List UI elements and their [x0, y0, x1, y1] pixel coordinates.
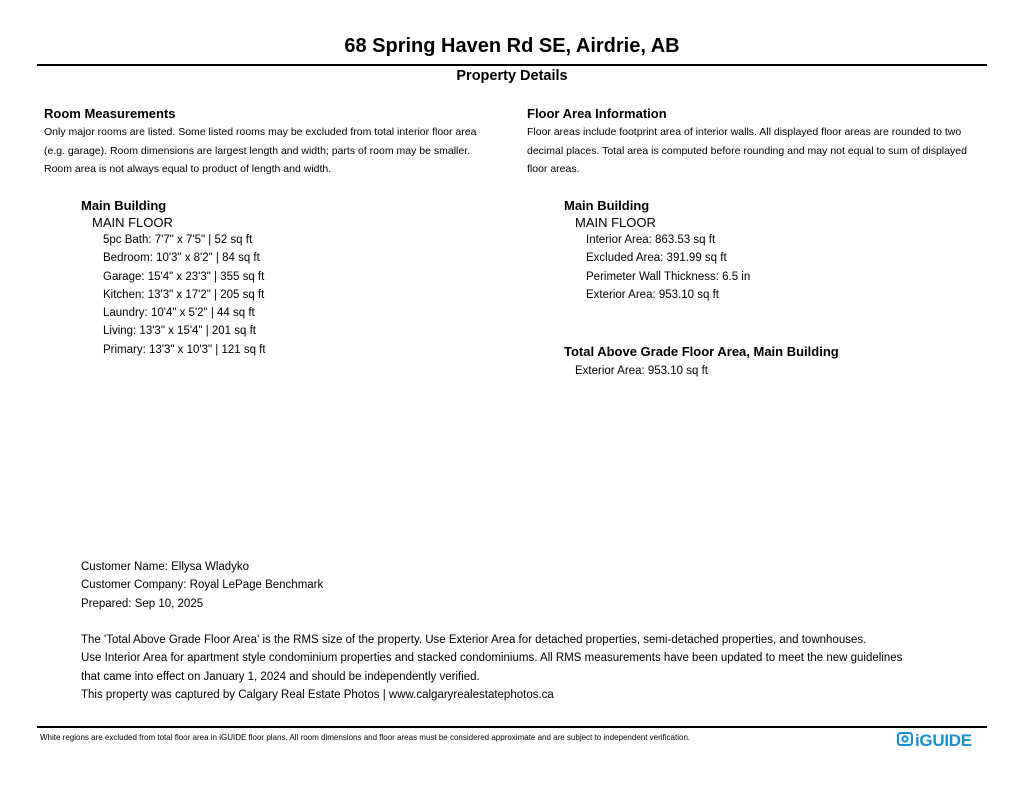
- room-measurements-description-line-2: (e.g. garage). Room dimensions are largest length and width; parts of room may be smaller.: [44, 144, 471, 157]
- floor-area-item: Exterior Area: 953.10 sq ft: [586, 288, 719, 301]
- room-floor-name: MAIN FLOOR: [92, 215, 173, 230]
- prepared-date: Prepared: Sep 10, 2025: [81, 597, 204, 610]
- floor-area-description-line-2: decimal places. Total area is computed before rounding and may not equal to sum of displayed: [527, 144, 967, 157]
- room-item: 5pc Bath: 7'7" x 7'5" | 52 sq ft: [103, 234, 253, 246]
- customer-company: Customer Company: Royal LePage Benchmark: [81, 579, 324, 592]
- rms-note-line-3: that came into effect on January 1, 2024 and should be independently verified.: [81, 670, 480, 683]
- rms-note-line-1: The 'Total Above Grade Floor Area' is the RMS size of the property. Use Exterior Area for detached properties, semi-detached properties, and townhouses.: [81, 634, 867, 646]
- floor-area-item: Perimeter Wall Thickness: 6.5 in: [586, 270, 751, 283]
- rms-notes: [81, 631, 981, 704]
- floor-area-description-line-3: floor areas.: [527, 163, 580, 175]
- room-item: Laundry: 10'4" x 5'2" | 44 sq ft: [103, 307, 255, 320]
- total-area-value: Exterior Area: 953.10 sq ft: [575, 365, 708, 377]
- customer-name: Customer Name: Ellysa Wladyko: [81, 561, 250, 573]
- room-building-name: Main Building: [81, 198, 167, 213]
- header-divider: [37, 64, 987, 66]
- floor-area-items: [586, 231, 984, 304]
- iguide-camera-icon: [897, 732, 913, 751]
- footer-divider: [37, 726, 987, 728]
- rms-note-line-2: Use Interior Area for apartment style condominium properties and stacked condominiums. All RMS measurements have been updated to meet the new guidelines: [81, 652, 903, 665]
- room-measurements-description-line-3: Room area is not always equal to product of length and width.: [44, 163, 332, 175]
- page-subtitle: Property Details: [456, 68, 568, 84]
- room-measurements-description-line-1: Only major rooms are listed. Some listed rooms may be excluded from total interior floor area: [44, 126, 477, 138]
- customer-info: [81, 558, 581, 613]
- room-measurements-section: [44, 106, 514, 179]
- room-list: [81, 198, 501, 359]
- floor-area-floor-name: MAIN FLOOR: [575, 215, 656, 230]
- floor-area-item: Excluded Area: 391.99 sq ft: [586, 252, 727, 265]
- iguide-logo: [897, 731, 972, 751]
- total-area-block: [564, 344, 984, 380]
- page-title: 68 Spring Haven Rd SE, Airdrie, AB: [344, 35, 680, 57]
- floor-area-description-line-1: Floor areas include footprint area of interior walls. All displayed floor areas are rounded to two: [527, 126, 962, 138]
- room-item: Garage: 15'4" x 23'3" | 355 sq ft: [103, 270, 265, 283]
- room-item: Bedroom: 10'3" x 8'2" | 84 sq ft: [103, 252, 260, 265]
- floor-area-list: [564, 198, 984, 304]
- capture-credit: This property was captured by Calgary Real Estate Photos | www.calgaryrealestatephotos.ca: [81, 688, 554, 701]
- floor-area-item: Interior Area: 863.53 sq ft: [586, 234, 716, 246]
- room-item: Living: 13'3" x 15'4" | 201 sq ft: [103, 325, 256, 338]
- room-measurements-heading: Room Measurements: [44, 106, 176, 121]
- floor-area-building-name: Main Building: [564, 198, 650, 213]
- footer-disclaimer: White regions are excluded from total floor area in iGUIDE floor plans. All room dimensions and floor areas must be considered approximate and are subject to independent verification.: [40, 733, 691, 742]
- iguide-logo-text: iGUIDE: [915, 731, 972, 750]
- floor-area-section: [527, 106, 997, 179]
- room-items: [103, 231, 501, 359]
- room-item: Kitchen: 13'3" x 17'2" | 205 sq ft: [103, 288, 265, 301]
- total-area-heading: Total Above Grade Floor Area, Main Building: [564, 344, 839, 359]
- room-item: Primary: 13'3" x 10'3" | 121 sq ft: [103, 343, 266, 356]
- floor-area-heading: Floor Area Information: [527, 106, 667, 121]
